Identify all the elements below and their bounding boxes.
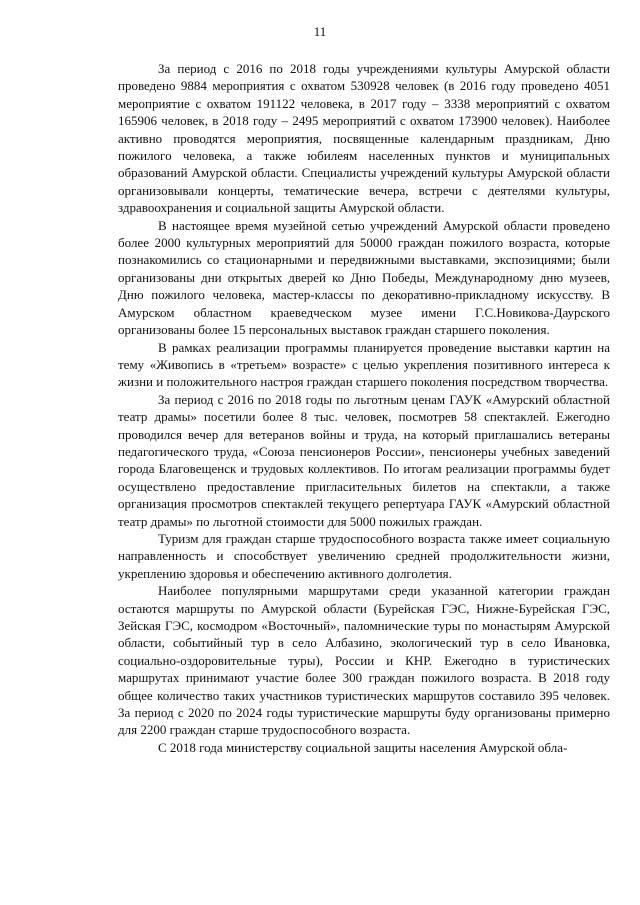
paragraph-social-protection: С 2018 года министерству социальной защиты населения Амурской обла- [158,739,568,755]
paragraph-drama-theatre: За период с 2016 по 2018 годы по льготным ценам ГАУК «Амурский областной театр драмы» посетили более 8 тыс. человек, посмотрев 58 спектаклей. Ежегодно проводился вечер для ветеранов войны и труда, на который приглашались ветераны педагогического труда, «Союза пенсионеров России», пенсионеры учебных заведений города Благовещенск и трудовых коллективов. По итогам реализации программы будет осуществлено предоставление пригласительных билетов на спектакли, а также организация просмотров спектаклей текущего репертуара ГАУК «Амурский областной театр драмы» по льготной стоимости для 5000 пожилых граждан. [118,391,610,529]
paragraph-culture-events: За период с 2016 по 2018 годы учреждениями культуры Амурской области проведено 9884 мероприятия с охватом 530928 человек (в 2016 году проведено 4051 мероприятие с охватом 191122 человека, в 2017 году – 3338 мероприятий с охватом 165906 человек, в 2018 году – 2495 мероприятий с охватом 173900 человек). Наиболее активно проводятся мероприятия, посвященные календарным праздникам, Дню пожилого человека, а также юбилеям населенных пунктов и муниципальных образований Амурской области. Специалисты учреждений культуры Амурской области организовывали концерты, тематические вечера, встречи с деятелями культуры, здравоохранения и социальной защиты Амурской области. [118,61,610,216]
page-number: 11 [313,24,327,39]
paragraph-museum-network: В настоящее время музейной сетью учреждений Амурской области проведено более 2000 культурных мероприятий для 50000 граждан пожилого возраста, которые познакомились со стационарными и передвижными выставками, экспозициями; были организованы дни открытых дверей ко Дню Победы, Международному дню музеев, Дню пожилого человека, мастер-классы по декоративно-прикладному искусству. В Амурском областном краеведческом музее имени Г.С.Новикова-Даурского организованы более 15 персональных выставок граждан старшего поколения. [118,217,610,338]
paragraph-tour-routes: Наиболее популярными маршрутами среди указанной категории граждан остаются маршруты по Амурской области (Бурейская ГЭС, Нижне-Бурейская ГЭС, Зейская ГЭС, космодром «Восточный», паломнические туры по монастырям Амурской области, событийный тур в село Албазино, экологический тур в село Ивановка, социально-оздоровительные туры), России и КНР. Ежегодно в туристических маршрутах принимают участие более 300 граждан пожилого возраста. В 2018 году общее количество таких участников туристических маршрутов составило 395 человек. За период с 2020 по 2024 годы туристические маршруты буду организованы примерно для 2200 граждан старше трудоспособного возраста. [118,583,610,738]
paragraph-painting-exhibition: В рамках реализации программы планируется проведение выставки картин на тему «Живопись в «третьем» возрасте» с целью укрепления позитивного интереса к жизни и положительного настроя граждан старшего поколения посредством творчества. [118,339,610,390]
document-body [118,60,610,756]
paragraph-tourism: Туризм для граждан старше трудоспособного возраста также имеет социальную направленность и способствует увеличению средней продолжительности жизни, укреплению здоровья и обеспечению активного долголетия. [118,530,610,581]
